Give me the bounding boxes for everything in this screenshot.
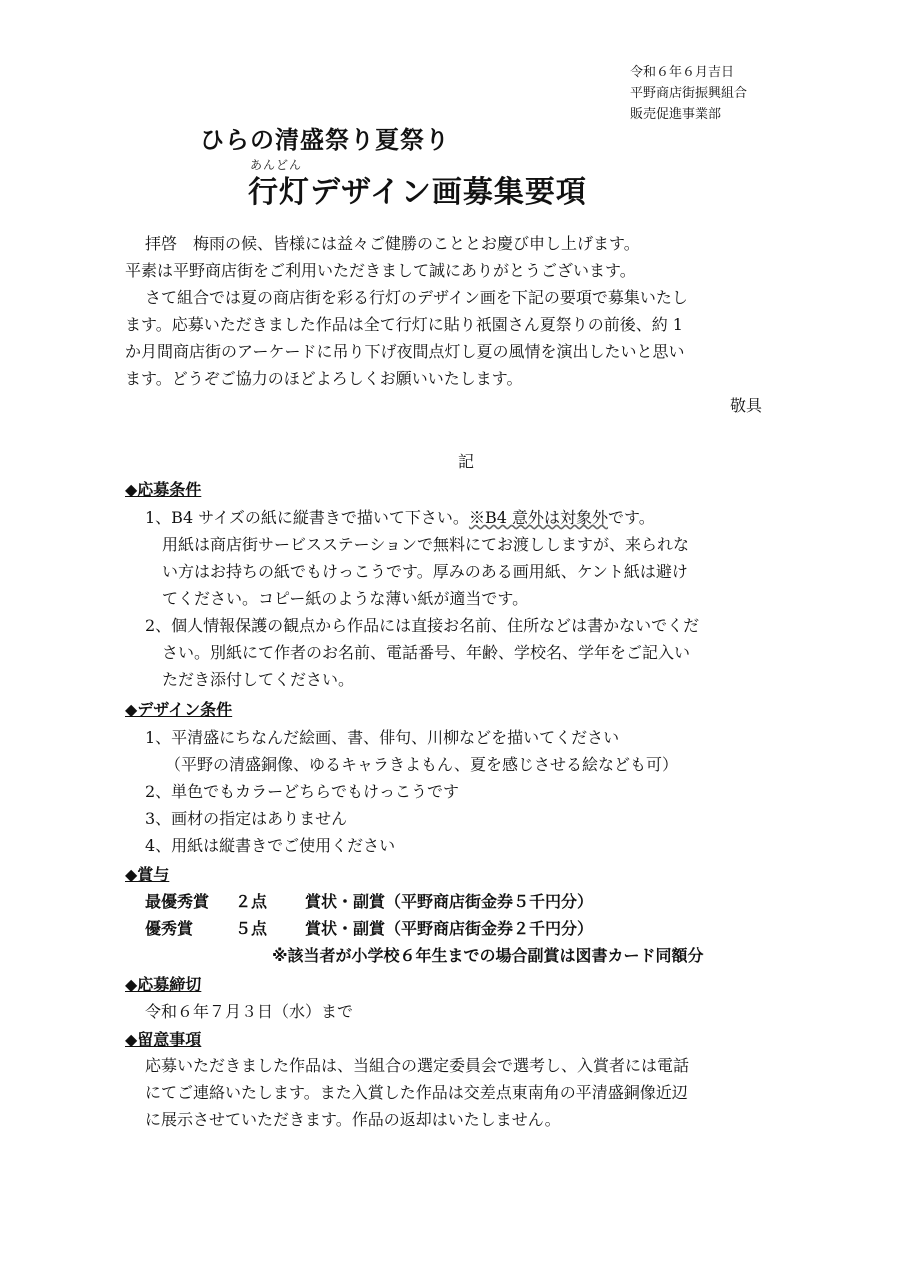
prize-count: ５点 (235, 919, 268, 938)
conditions-heading: ◆応募条件 (125, 480, 202, 499)
condition-line: い方はお持ちの紙でもけっこうです。厚みのある画用紙、ケント紙は避け (162, 562, 688, 581)
design-heading: ◆デザイン条件 (125, 700, 233, 719)
intro-line: 平素は平野商店街をご利用いただきまして誠にありがとうございます。 (125, 261, 636, 280)
prize-name: 最優秀賞 (145, 892, 210, 911)
condition-item-1-text: 1、B4 サイズの紙に縦書きで描いて下さい。 (145, 508, 469, 527)
prize-name: 優秀賞 (145, 919, 194, 938)
event-title: ひらの清盛祭り夏祭り (200, 126, 450, 154)
intro-line: か月間商店街のアーケードに吊り下げ夜間点灯し夏の風情を演出したいと思い (125, 342, 685, 361)
deadline-date: 令和６年７月３日（水）まで (145, 1002, 354, 1021)
prize-note: ※該当者が小学校６年生までの場合副賞は図書カード同額分 (272, 946, 704, 965)
organization-name: 平野商店街振興組合 (630, 86, 748, 101)
prizes-heading: ◆賞与 (125, 865, 170, 884)
intro-line: さて組合では夏の商店街を彩る行灯のデザイン画を下記の要項で募集いたし (145, 288, 688, 307)
prize-count: ２点 (235, 892, 268, 911)
notes-line: にてご連絡いたします。また入賞した作品は交差点東南角の平清盛銅像近辺 (145, 1083, 688, 1102)
condition-line: てください。コピー紙のような薄い紙が適当です。 (162, 589, 529, 608)
condition-item-2: 2、個人情報保護の観点から作品には直接お名前、住所などは書かないでくだ (145, 616, 700, 635)
prize-detail: 賞状・副賞（平野商店街金券５千円分） (305, 892, 594, 911)
condition-item-1-note: ※B4 意外は対象外 (468, 508, 608, 527)
intro-line: ます。どうぞご協力のほどよろしくお願いいたします。 (125, 369, 523, 388)
condition-line: ただき添付してください。 (162, 670, 355, 689)
condition-line: 用紙は商店街サービスステーションで無料にてお渡ししますが、来られな (162, 535, 690, 554)
department-name: 販売促進事業部 (630, 107, 722, 122)
intro-line: ます。応募いただきました作品は全て行灯に貼り祇園さん夏祭りの前後、約 1 (125, 315, 683, 334)
title-ruby: あんどん (250, 158, 303, 172)
intro-line: 拝啓 梅雨の候、皆様には益々ご健勝のこととお慶び申し上げます。 (145, 234, 640, 253)
condition-line: さい。別紙にて作者のお名前、電話番号、年齢、学校名、学年をご記入い (162, 643, 691, 662)
closing-word: 敬具 (730, 396, 763, 415)
design-item-1: 1、平清盛にちなんだ絵画、書、俳句、川柳などを描いてください (145, 728, 620, 747)
prize-detail: 賞状・副賞（平野商店街金券２千円分） (305, 919, 594, 938)
notes-line: に展示させていただきます。作品の返却はいたしません。 (145, 1110, 561, 1129)
issue-date: 令和６年６月吉日 (630, 65, 735, 80)
design-item-4: 4、用紙は縦書きでご使用ください (145, 836, 396, 855)
design-item-3: 3、画材の指定はありません (145, 809, 348, 828)
deadline-heading: ◆応募締切 (125, 975, 202, 994)
page-title: 行灯デザイン画募集要項 (248, 175, 587, 210)
condition-item-1-end: です。 (607, 508, 655, 527)
design-item-1-sub: （平野の清盛銅像、ゆるキャラきよもん、夏を感じさせる絵なども可） (165, 755, 678, 774)
notes-heading: ◆留意事項 (125, 1030, 202, 1049)
design-item-2: 2、単色でもカラーどちらでもけっこうです (145, 782, 460, 801)
condition-item-1 (145, 504, 655, 531)
ki-marker: 記 (458, 452, 475, 471)
notes-line: 応募いただきました作品は、当組合の選定委員会で選考し、入賞者には電話 (145, 1056, 690, 1075)
